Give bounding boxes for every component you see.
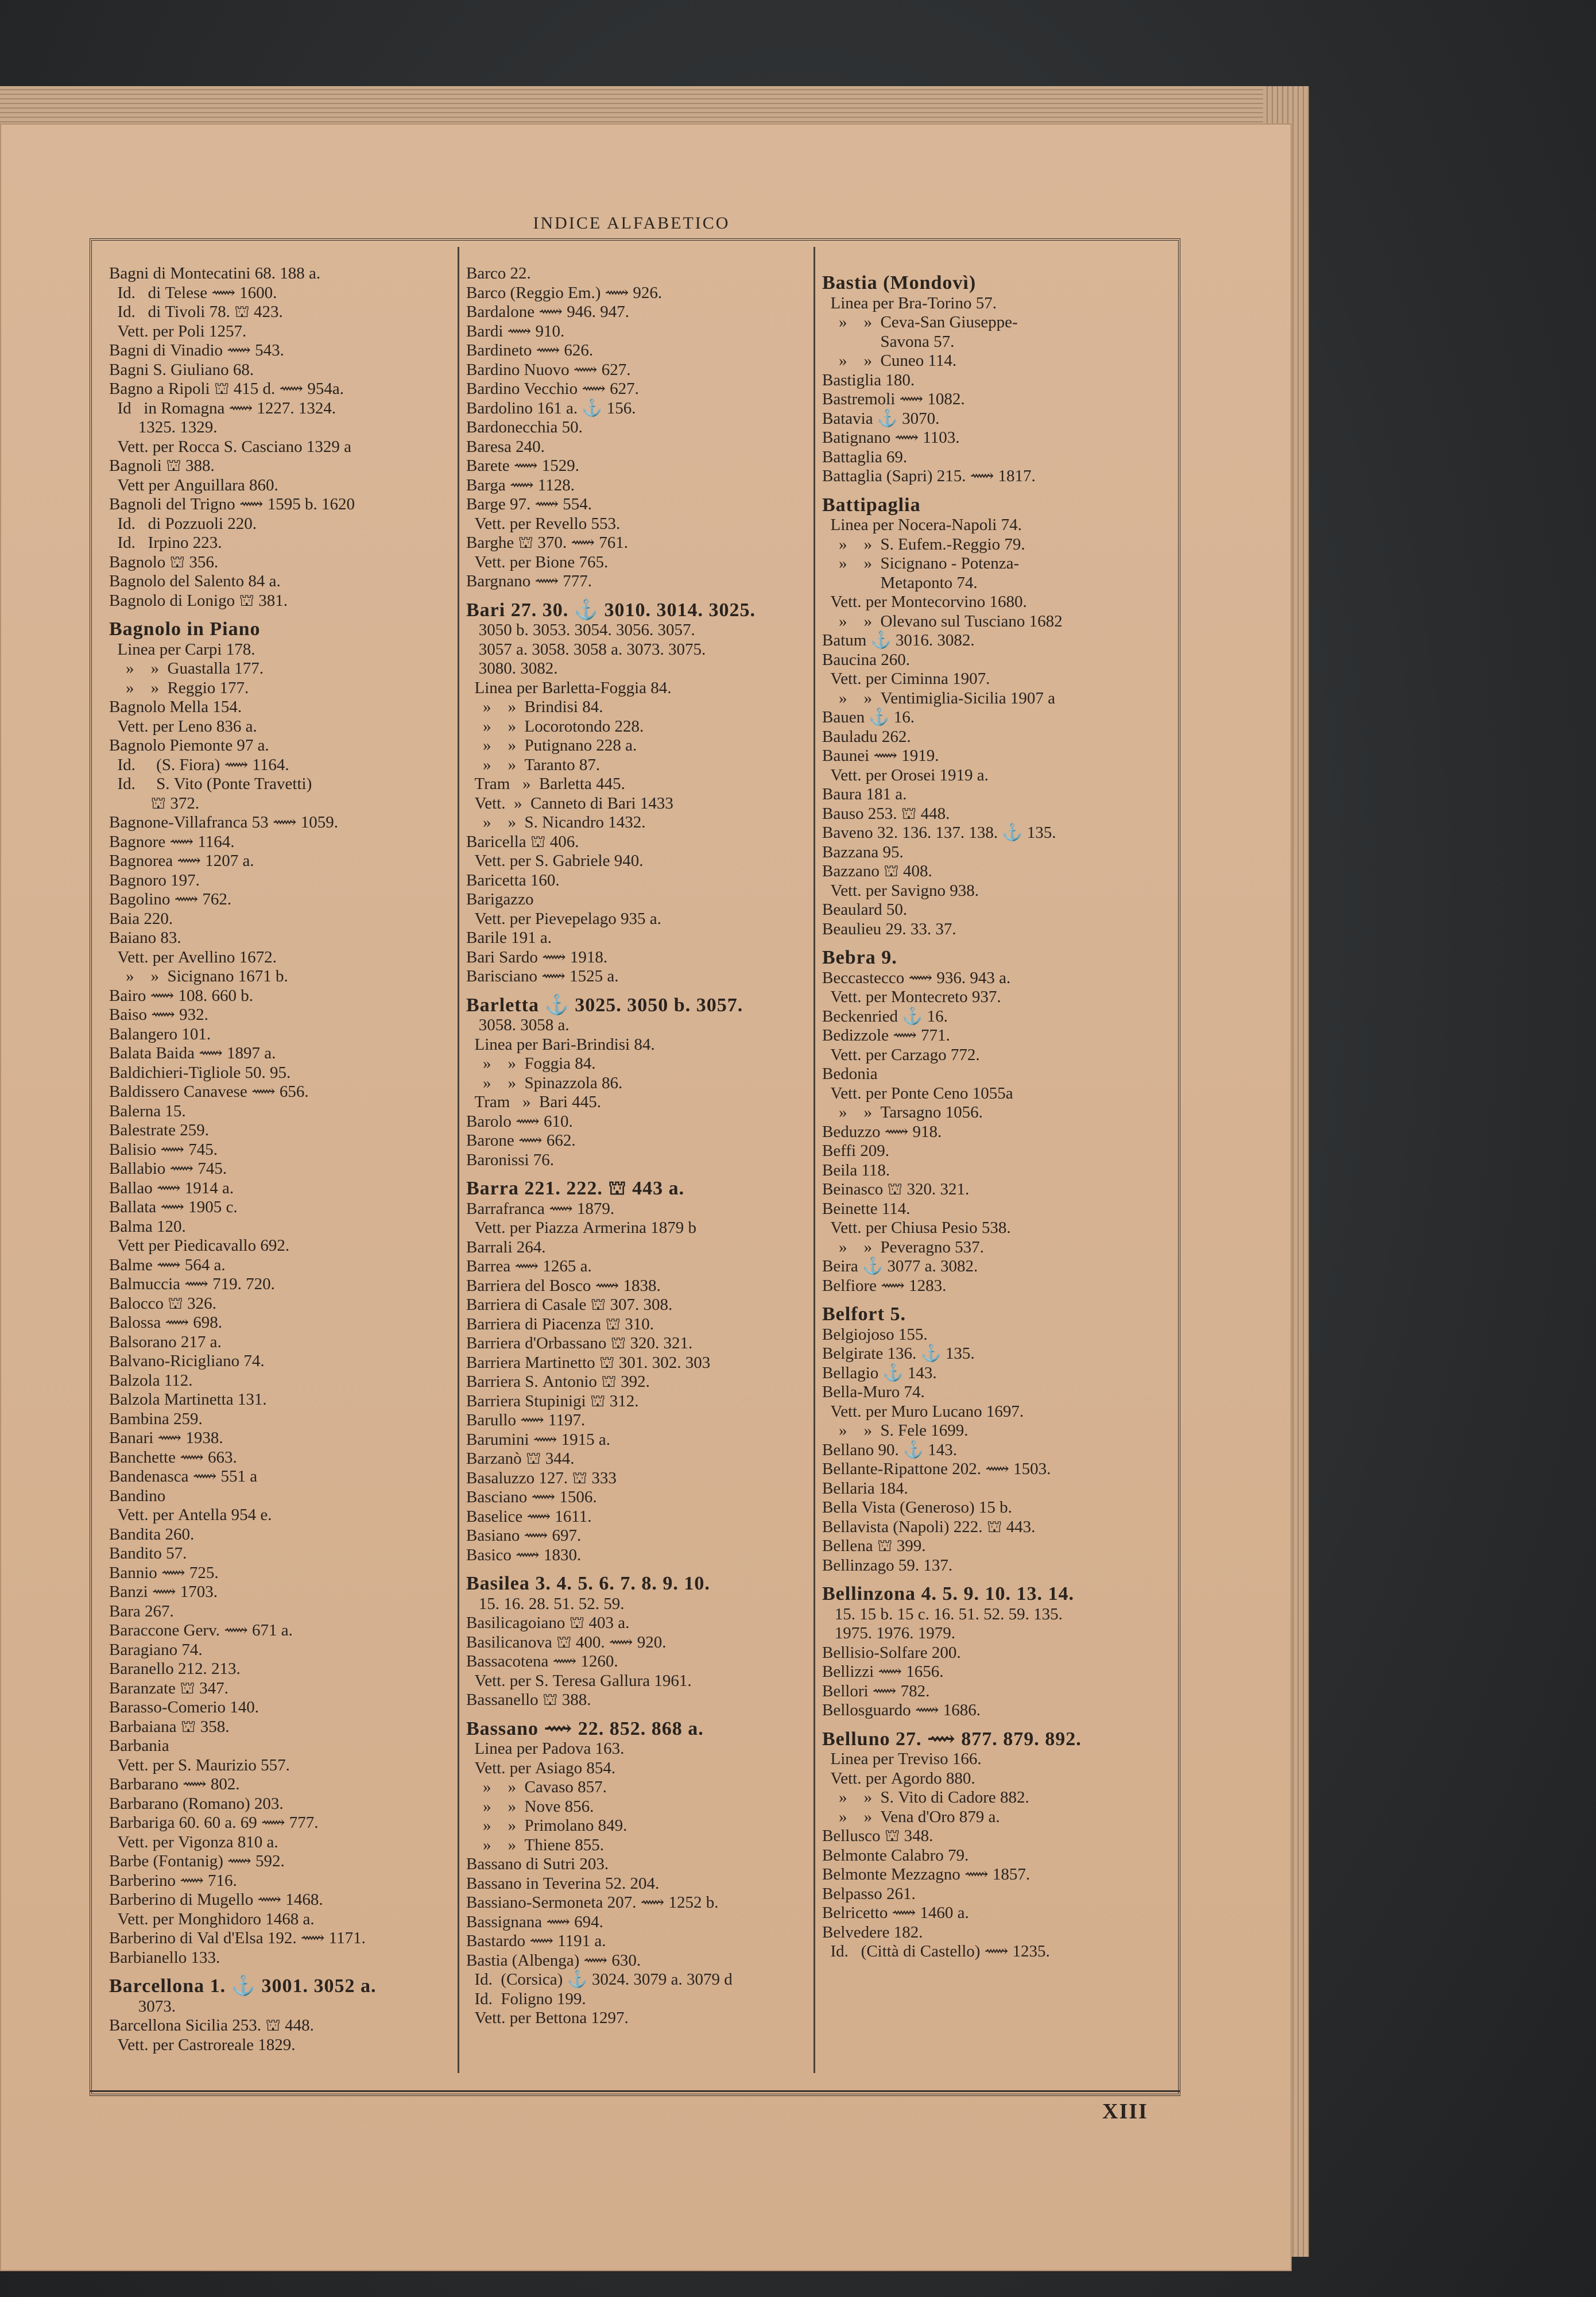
index-entry: Id. Irpino 223. bbox=[109, 533, 222, 552]
index-entry: Vett. per Rocca S. Casciano 1329 a bbox=[109, 437, 352, 456]
index-entry: Barbaiana ⛫ 358. bbox=[109, 1717, 230, 1736]
index-entry: 3073. bbox=[109, 1997, 176, 2016]
index-entry: » » S. Fele 1699. bbox=[822, 1421, 969, 1440]
index-entry: Barbe (Fontanig) ⟿ 592. bbox=[109, 1852, 285, 1870]
index-entry: Barone ⟿ 662. bbox=[466, 1131, 576, 1150]
index-entry: Bandino bbox=[109, 1486, 166, 1505]
index-entry: Barasso-Comerio 140. bbox=[109, 1698, 259, 1716]
index-entry: Bagni di Vinadio ⟿ 543. bbox=[109, 341, 284, 359]
index-entry: Bassanello ⛫ 388. bbox=[466, 1691, 591, 1709]
index-entry: Bagolino ⟿ 762. bbox=[109, 890, 232, 908]
index-entry: Id in Romagna ⟿ 1227. 1324. bbox=[109, 399, 336, 417]
page-header: INDICE ALFABETICO bbox=[533, 214, 730, 233]
index-entry: Baranzate ⛫ 347. bbox=[109, 1679, 228, 1697]
index-entry: Beduzzo ⟿ 918. bbox=[822, 1122, 942, 1141]
index-entry: Bassano in Teverina 52. 204. bbox=[466, 1874, 660, 1893]
index-entry: Batum ⚓ 3016. 3082. bbox=[822, 631, 975, 649]
index-heading-entry: Belluno 27. ⟿ 877. 879. 892. bbox=[822, 1728, 1082, 1750]
index-entry: Bassacotena ⟿ 1260. bbox=[466, 1652, 618, 1670]
index-entry: » » Primolano 849. bbox=[466, 1816, 627, 1835]
page-number: XIII bbox=[1102, 2099, 1148, 2124]
index-entry: Barbania bbox=[109, 1737, 169, 1755]
index-entry: Bandita 260. bbox=[109, 1525, 195, 1544]
index-entry: Barriera di Piacenza ⛫ 310. bbox=[466, 1314, 654, 1333]
index-entry: Belvedere 182. bbox=[822, 1923, 923, 1942]
index-entry: Bara 267. bbox=[109, 1602, 174, 1621]
index-entry: Bella Vista (Generoso) 15 b. bbox=[822, 1498, 1012, 1517]
index-entry: » » Reggio 177. bbox=[109, 678, 249, 697]
index-entry: Id. S. Vito (Ponte Travetti) bbox=[109, 775, 312, 793]
index-entry: 1325. 1329. bbox=[109, 418, 218, 436]
index-entry: Bardolino 161 a. ⚓ 156. bbox=[466, 399, 636, 417]
index-entry: Barisciano ⟿ 1525 a. bbox=[466, 967, 619, 985]
index-heading-entry: Bari 27. 30. ⚓ 3010. 3014. 3025. bbox=[466, 599, 756, 621]
index-entry: Bagnolo Mella 154. bbox=[109, 698, 242, 716]
index-entry: Ballabio ⟿ 745. bbox=[109, 1159, 227, 1178]
index-entry: » » Nove 856. bbox=[466, 1797, 594, 1816]
column-divider bbox=[458, 247, 459, 2073]
index-entry: Bellante-Ripattone 202. ⟿ 1503. bbox=[822, 1460, 1051, 1478]
index-entry: Basiano ⟿ 697. bbox=[466, 1526, 582, 1545]
index-entry: Baveno 32. 136. 137. 138. ⚓ 135. bbox=[822, 823, 1056, 842]
index-heading-entry: Barra 221. 222. ⛫ 443 a. bbox=[466, 1178, 685, 1199]
index-entry: Belgiojoso 155. bbox=[822, 1325, 928, 1344]
index-entry: 15. 16. 28. 51. 52. 59. bbox=[466, 1594, 625, 1613]
index-entry: Balata Baida ⟿ 1897 a. bbox=[109, 1044, 276, 1062]
index-entry: Vett. per Montecreto 937. bbox=[822, 988, 1001, 1006]
index-entry: 3057 a. 3058. 3058 a. 3073. 3075. bbox=[466, 640, 706, 659]
index-entry: Vett. per Bettona 1297. bbox=[466, 2009, 629, 2027]
index-entry: Bagnolo di Lonigo ⛫ 381. bbox=[109, 591, 288, 610]
index-entry: » » Tarsagno 1056. bbox=[822, 1103, 983, 1122]
index-entry: » » Ventimiglia-Sicilia 1907 a bbox=[822, 689, 1055, 707]
index-entry: Balzola 112. bbox=[109, 1371, 193, 1390]
index-entry: Balerna 15. bbox=[109, 1101, 186, 1120]
index-entry: Metaponto 74. bbox=[822, 573, 978, 592]
index-entry: Vett. per Vigonza 810 a. bbox=[109, 1832, 278, 1851]
index-entry: Linea per Treviso 166. bbox=[822, 1750, 982, 1768]
index-heading-entry: Bebra 9. bbox=[822, 947, 897, 968]
index-entry: Tram » Bari 445. bbox=[466, 1093, 601, 1111]
index-entry: Baia 220. bbox=[109, 909, 173, 928]
index-entry: Id. Foligno 199. bbox=[466, 1989, 586, 2008]
index-entry: Barrafranca ⟿ 1879. bbox=[466, 1199, 615, 1218]
index-entry: Vett. per Asiago 854. bbox=[466, 1758, 616, 1777]
index-entry: » » Spinazzola 86. bbox=[466, 1073, 623, 1092]
index-entry: Barolo ⟿ 610. bbox=[466, 1112, 573, 1131]
index-entry: Bedonia bbox=[822, 1065, 878, 1083]
index-entry: Vett. per Ciminna 1907. bbox=[822, 670, 990, 688]
index-entry: Bellano 90. ⚓ 143. bbox=[822, 1440, 958, 1459]
index-entry: Vett. per Avellino 1672. bbox=[109, 948, 277, 966]
index-entry: Bardalone ⟿ 946. 947. bbox=[466, 303, 629, 321]
index-entry: Basilicagoiano ⛫ 403 a. bbox=[466, 1614, 630, 1632]
index-entry: Bellagio ⚓ 143. bbox=[822, 1363, 937, 1382]
index-entry: Bauen ⚓ 16. bbox=[822, 708, 915, 726]
index-entry: Bastia (Albenga) ⟿ 630. bbox=[466, 1951, 641, 1970]
index-entry: Vett. per Revello 553. bbox=[466, 514, 621, 533]
index-entry: Bellizzi ⟿ 1656. bbox=[822, 1662, 944, 1681]
index-entry: Barzanò ⛫ 344. bbox=[466, 1449, 575, 1468]
index-entry: Bassignana ⟿ 694. bbox=[466, 1912, 603, 1931]
index-heading-entry: Bagnolo in Piano bbox=[109, 618, 261, 640]
index-entry: Barco 22. bbox=[466, 264, 531, 283]
index-entry: 1975. 1976. 1979. bbox=[822, 1624, 955, 1642]
index-entry: Beira ⚓ 3077 a. 3082. bbox=[822, 1257, 978, 1275]
column-divider bbox=[814, 247, 815, 2073]
index-entry: » » Ceva-San Giuseppe- bbox=[822, 313, 1018, 331]
index-entry: Baragiano 74. bbox=[109, 1640, 203, 1659]
index-entry: 3050 b. 3053. 3054. 3056. 3057. bbox=[466, 621, 695, 639]
index-entry: Baura 181 a. bbox=[822, 785, 907, 803]
index-entry: Id. di Telese ⟿ 1600. bbox=[109, 283, 277, 302]
index-entry: » » S. Vito di Cadore 882. bbox=[822, 1788, 1029, 1807]
index-entry: Bazzana 95. bbox=[822, 842, 904, 861]
index-entry: Vett. per S. Teresa Gallura 1961. bbox=[466, 1671, 692, 1690]
index-entry: Bellisio-Solfare 200. bbox=[822, 1643, 961, 1662]
index-entry: Vett. per Monghidoro 1468 a. bbox=[109, 1909, 315, 1928]
index-entry: Vett. per Chiusa Pesio 538. bbox=[822, 1219, 1011, 1237]
index-entry: » » Olevano sul Tusciano 1682 bbox=[822, 612, 1063, 631]
index-entry: Belmonte Mezzagno ⟿ 1857. bbox=[822, 1865, 1031, 1884]
index-entry: Barberino di Mugello ⟿ 1468. bbox=[109, 1890, 323, 1909]
index-entry: » » Guastalla 177. bbox=[109, 659, 264, 678]
index-entry: Baselice ⟿ 1611. bbox=[466, 1507, 592, 1526]
index-entry: Baiano 83. bbox=[109, 929, 181, 947]
index-entry: Bannio ⟿ 725. bbox=[109, 1563, 219, 1582]
index-column-2 bbox=[466, 264, 799, 2073]
index-entry: Id. (Corsica) ⚓ 3024. 3079 a. 3079 d bbox=[466, 1970, 733, 1989]
index-entry: Belfiore ⟿ 1283. bbox=[822, 1276, 947, 1295]
index-entry: Beila 118. bbox=[822, 1161, 890, 1180]
index-entry: Balme ⟿ 564 a. bbox=[109, 1255, 226, 1274]
index-entry: Bandito 57. bbox=[109, 1544, 187, 1563]
index-entry: Barge 97. ⟿ 554. bbox=[466, 495, 592, 513]
index-entry: Banzi ⟿ 1703. bbox=[109, 1583, 218, 1601]
index-entry: Id. (S. Fiora) ⟿ 1164. bbox=[109, 755, 289, 774]
index-entry: Bauladu 262. bbox=[822, 727, 911, 746]
index-entry: Bellaria 184. bbox=[822, 1479, 908, 1498]
index-entry: Vett. per Castroreale 1829. bbox=[109, 2035, 296, 2054]
index-entry: Bagni di Montecatini 68. 188 a. bbox=[109, 264, 321, 283]
index-entry: Id. (Città di Castello) ⟿ 1235. bbox=[822, 1942, 1050, 1960]
index-entry: Bellori ⟿ 782. bbox=[822, 1681, 930, 1700]
index-entry: Linea per Bra-Torino 57. bbox=[822, 293, 997, 312]
index-entry: Bagnoli del Trigno ⟿ 1595 b. 1620 bbox=[109, 495, 355, 513]
index-entry: Bardineto ⟿ 626. bbox=[466, 341, 594, 359]
index-entry: Vett per Anguillara 860. bbox=[109, 475, 278, 494]
index-entry: Balmuccia ⟿ 719. 720. bbox=[109, 1275, 275, 1293]
index-entry: Vett. per Pievepelago 935 a. bbox=[466, 909, 661, 928]
index-entry: Bardi ⟿ 910. bbox=[466, 322, 565, 341]
index-entry: Bazzano ⛫ 408. bbox=[822, 862, 932, 880]
index-entry: Balisio ⟿ 745. bbox=[109, 1140, 218, 1159]
index-entry: Balocco ⛫ 326. bbox=[109, 1294, 216, 1313]
index-entry: Belmonte Calabro 79. bbox=[822, 1846, 969, 1865]
index-entry: Barrea ⟿ 1265 a. bbox=[466, 1257, 592, 1275]
index-entry: Balossa ⟿ 698. bbox=[109, 1313, 223, 1332]
index-entry: Beccastecco ⟿ 936. 943 a. bbox=[822, 968, 1011, 987]
index-entry: » » Vena d'Oro 879 a. bbox=[822, 1807, 1000, 1826]
index-entry: Bagnoli ⛫ 388. bbox=[109, 457, 215, 475]
index-heading-entry: Battipaglia bbox=[822, 494, 921, 516]
index-entry: Vett. per S. Gabriele 940. bbox=[466, 852, 644, 870]
index-entry: » » Brindisi 84. bbox=[466, 698, 603, 716]
index-entry: Baronissi 76. bbox=[466, 1150, 555, 1169]
index-entry: Bandenasca ⟿ 551 a bbox=[109, 1467, 258, 1486]
index-entry: Barberino di Val d'Elsa 192. ⟿ 1171. bbox=[109, 1929, 366, 1947]
index-entry: Vett. per Savigno 938. bbox=[822, 881, 979, 900]
bottom-rule bbox=[90, 2090, 1180, 2092]
index-entry: Bargnano ⟿ 777. bbox=[466, 572, 592, 590]
index-entry: » » Cavaso 857. bbox=[466, 1778, 607, 1796]
index-entry: Bambina 259. bbox=[109, 1409, 203, 1428]
index-entry: Bassiano-Sermoneta 207. ⟿ 1252 b. bbox=[466, 1893, 719, 1912]
index-entry: Vett. per Ponte Ceno 1055a bbox=[822, 1084, 1013, 1103]
index-entry: Barriera S. Antonio ⛫ 392. bbox=[466, 1372, 650, 1391]
index-entry: Baricetta 160. bbox=[466, 871, 560, 890]
index-heading-entry: Bellinzona 4. 5. 9. 10. 13. 14. bbox=[822, 1583, 1075, 1604]
index-entry: Linea per Nocera-Napoli 74. bbox=[822, 516, 1022, 534]
index-entry: Bassano di Sutri 203. bbox=[466, 1855, 609, 1873]
index-entry: Bellinzago 59. 137. bbox=[822, 1556, 953, 1575]
index-entry: Banari ⟿ 1938. bbox=[109, 1429, 223, 1447]
index-entry: Linea per Bari-Brindisi 84. bbox=[466, 1035, 655, 1054]
index-entry: » » Peveragno 537. bbox=[822, 1238, 984, 1256]
index-entry: Bella-Muro 74. bbox=[822, 1383, 925, 1401]
index-entry: Barghe ⛫ 370. ⟿ 761. bbox=[466, 533, 628, 552]
index-entry: Baranello 212. 213. bbox=[109, 1660, 241, 1678]
index-entry: Vett per Piedicavallo 692. bbox=[109, 1236, 290, 1255]
index-entry: » » Cuneo 114. bbox=[822, 351, 957, 370]
index-entry: Beinette 114. bbox=[822, 1199, 911, 1218]
index-entry: Bagnorea ⟿ 1207 a. bbox=[109, 852, 254, 870]
index-entry: » » Putignano 228 a. bbox=[466, 736, 637, 755]
index-column-3 bbox=[822, 264, 1155, 2073]
index-entry: Bairo ⟿ 108. 660 b. bbox=[109, 986, 254, 1005]
index-entry: Vett. per Bione 765. bbox=[466, 552, 609, 571]
index-entry: Vett. per Carzago 772. bbox=[822, 1045, 980, 1064]
index-entry: Bagnolo ⛫ 356. bbox=[109, 552, 219, 571]
index-entry: Beffi 209. bbox=[822, 1142, 890, 1160]
index-entry: » » Foggia 84. bbox=[466, 1054, 596, 1073]
index-entry: Batignano ⟿ 1103. bbox=[822, 428, 960, 447]
index-entry: 3058. 3058 a. bbox=[466, 1016, 570, 1034]
index-entry: Barbariga 60. 60 a. 69 ⟿ 777. bbox=[109, 1813, 319, 1832]
index-entry: Bagnore ⟿ 1164. bbox=[109, 832, 235, 851]
index-entry: » » S. Nicandro 1432. bbox=[466, 813, 646, 832]
index-entry: Bauso 253. ⛫ 448. bbox=[822, 804, 950, 823]
index-entry: Baraccone Gerv. ⟿ 671 a. bbox=[109, 1621, 293, 1639]
index-entry: Basico ⟿ 1830. bbox=[466, 1545, 582, 1564]
index-entry: Balzola Martinetta 131. bbox=[109, 1390, 267, 1409]
index-entry: Bastiglia 180. bbox=[822, 370, 915, 389]
index-entry: Id. di Tivoli 78. ⛫ 423. bbox=[109, 303, 283, 321]
index-entry: Beaulard 50. bbox=[822, 900, 908, 919]
index-entry: Ballao ⟿ 1914 a. bbox=[109, 1178, 234, 1197]
index-entry: » » Taranto 87. bbox=[466, 755, 601, 774]
index-entry: Barullo ⟿ 1197. bbox=[466, 1411, 586, 1429]
index-entry: Bagni S. Giuliano 68. bbox=[109, 360, 254, 379]
index-heading-entry: Bastia (Mondovì) bbox=[822, 272, 977, 293]
index-entry: Baiso ⟿ 932. bbox=[109, 1006, 208, 1024]
index-entry: Baricella ⛫ 406. bbox=[466, 832, 579, 851]
index-entry: Bedizzole ⟿ 771. bbox=[822, 1026, 950, 1045]
index-heading-entry: Barcellona 1. ⚓ 3001. 3052 a. bbox=[109, 1975, 377, 1997]
index-entry: Vett. per Poli 1257. bbox=[109, 322, 247, 341]
index-entry: » » Locorotondo 228. bbox=[466, 717, 644, 736]
index-entry: Bari Sardo ⟿ 1918. bbox=[466, 948, 608, 966]
index-entry: Barbianello 133. bbox=[109, 1948, 220, 1967]
index-entry: Banchette ⟿ 663. bbox=[109, 1448, 237, 1467]
index-entry: Barriera Martinetto ⛫ 301. 302. 303 bbox=[466, 1353, 711, 1372]
index-entry: Barbarano (Romano) 203. bbox=[109, 1794, 284, 1813]
index-entry: Vett. per Orosei 1919 a. bbox=[822, 765, 989, 784]
index-entry: Belpasso 261. bbox=[822, 1884, 916, 1903]
index-entry: » » S. Eufem.-Reggio 79. bbox=[822, 535, 1025, 554]
index-heading-entry: Belfort 5. bbox=[822, 1304, 906, 1325]
index-entry: Bardino Nuovo ⟿ 627. bbox=[466, 360, 631, 379]
index-entry: Vett. per Leno 836 a. bbox=[109, 717, 257, 736]
index-entry: Bellena ⛫ 399. bbox=[822, 1537, 926, 1555]
index-entry: Bardino Vecchio ⟿ 627. bbox=[466, 380, 639, 398]
index-heading-entry: Basilea 3. 4. 5. 6. 7. 8. 9. 10. bbox=[466, 1573, 710, 1594]
index-entry: Vett. per Montecorvino 1680. bbox=[822, 593, 1027, 611]
index-entry: Vett. » Canneto di Bari 1433 bbox=[466, 794, 673, 813]
index-entry: Balangero 101. bbox=[109, 1024, 211, 1043]
index-entry: » » Thiene 855. bbox=[466, 1835, 605, 1854]
index-entry: Bagnolo Piemonte 97 a. bbox=[109, 736, 269, 755]
index-entry: Beinasco ⛫ 320. 321. bbox=[822, 1180, 970, 1198]
index-entry: Vett. per S. Maurizio 557. bbox=[109, 1755, 290, 1774]
index-entry: Belgirate 136. ⚓ 135. bbox=[822, 1344, 975, 1363]
index-entry: Linea per Carpi 178. bbox=[109, 640, 255, 659]
index-heading-entry: Bassano ⟿ 22. 852. 868 a. bbox=[466, 1718, 704, 1739]
index-entry: Bellavista (Napoli) 222. ⛫ 443. bbox=[822, 1517, 1036, 1536]
index-entry: Barrali 264. bbox=[466, 1238, 546, 1256]
index-column-1 bbox=[109, 264, 442, 2073]
index-entry: Balvano-Ricigliano 74. bbox=[109, 1352, 265, 1370]
index-entry: Bastremoli ⟿ 1082. bbox=[822, 390, 965, 408]
index-entry: Barbarano ⟿ 802. bbox=[109, 1775, 240, 1793]
index-entry: » » Sicignano - Potenza- bbox=[822, 554, 1020, 573]
index-entry: Vett. per Muro Lucano 1697. bbox=[822, 1402, 1024, 1421]
index-entry: Beckenried ⚓ 16. bbox=[822, 1007, 948, 1026]
index-entry: ⛫ 372. bbox=[109, 794, 200, 813]
index-entry: Barigazzo bbox=[466, 890, 534, 908]
index-entry: Bastardo ⟿ 1191 a. bbox=[466, 1932, 606, 1950]
index-entry: Basilicanova ⛫ 400. ⟿ 920. bbox=[466, 1633, 667, 1652]
index-entry: » » Sicignano 1671 b. bbox=[109, 967, 288, 985]
index-entry: Baucina 260. bbox=[822, 650, 911, 669]
book-page-edge bbox=[0, 86, 1309, 126]
index-entry: Barriera d'Orbassano ⛫ 320. 321. bbox=[466, 1334, 693, 1352]
index-entry: Batavia ⚓ 3070. bbox=[822, 409, 940, 428]
index-entry: Barete ⟿ 1529. bbox=[466, 457, 579, 475]
index-entry: Bagnolo del Salento 84 a. bbox=[109, 572, 281, 590]
index-entry: 3080. 3082. bbox=[466, 659, 558, 678]
index-entry: Linea per Padova 163. bbox=[466, 1739, 625, 1758]
index-entry: Barriera Stupinigi ⛫ 312. bbox=[466, 1391, 639, 1410]
index-entry: Barumini ⟿ 1915 a. bbox=[466, 1430, 610, 1449]
index-entry: Vett. per Antella 954 e. bbox=[109, 1506, 272, 1524]
index-entry: Balsorano 217 a. bbox=[109, 1332, 222, 1351]
index-entry: Balma 120. bbox=[109, 1217, 186, 1236]
index-entry: Barriera del Bosco ⟿ 1838. bbox=[466, 1276, 661, 1295]
index-entry: Linea per Barletta-Foggia 84. bbox=[466, 678, 672, 697]
index-entry: Tram » Barletta 445. bbox=[466, 775, 625, 793]
index-entry: Bardonecchia 50. bbox=[466, 418, 583, 436]
index-entry: Baresa 240. bbox=[466, 437, 545, 456]
index-entry: Bagnoro 197. bbox=[109, 871, 200, 890]
index-entry: Barberino ⟿ 716. bbox=[109, 1871, 237, 1890]
index-entry: Baldissero Canavese ⟿ 656. bbox=[109, 1082, 309, 1101]
index-entry: Vett. per Piazza Armerina 1879 b bbox=[466, 1219, 697, 1237]
index-entry: Baldichieri-Tigliole 50. 95. bbox=[109, 1063, 291, 1082]
index-entry: Vett. per Agordo 880. bbox=[822, 1769, 975, 1788]
index-entry: Battaglia (Sapri) 215. ⟿ 1817. bbox=[822, 467, 1036, 485]
index-entry: Barile 191 a. bbox=[466, 929, 552, 947]
index-entry: Barga ⟿ 1128. bbox=[466, 475, 575, 494]
index-entry: Barriera di Casale ⛫ 307. 308. bbox=[466, 1296, 673, 1314]
index-entry: Ballata ⟿ 1905 c. bbox=[109, 1198, 238, 1216]
index-entry: Bellosguardo ⟿ 1686. bbox=[822, 1701, 981, 1719]
index-entry: Basaluzzo 127. ⛫ 333 bbox=[466, 1468, 617, 1487]
index-entry: Barcellona Sicilia 253. ⛫ 448. bbox=[109, 2016, 314, 2035]
index-entry: Beaulieu 29. 33. 37. bbox=[822, 919, 956, 938]
index-entry: 15. 15 b. 15 c. 16. 51. 52. 59. 135. bbox=[822, 1604, 1063, 1623]
index-entry: Battaglia 69. bbox=[822, 447, 908, 466]
index-entry: Balestrate 259. bbox=[109, 1121, 209, 1139]
index-entry: Bagno a Ripoli ⛫ 415 d. ⟿ 954a. bbox=[109, 380, 344, 398]
index-entry: Baunei ⟿ 1919. bbox=[822, 747, 939, 765]
index-entry: Belricetto ⟿ 1460 a. bbox=[822, 1904, 969, 1922]
index-entry: Bellusco ⛫ 348. bbox=[822, 1827, 933, 1845]
index-entry: Basciano ⟿ 1506. bbox=[466, 1488, 597, 1506]
index-entry: Barco (Reggio Em.) ⟿ 926. bbox=[466, 283, 663, 302]
index-entry: Savona 57. bbox=[822, 332, 955, 351]
index-entry: Bagnone-Villafranca 53 ⟿ 1059. bbox=[109, 813, 338, 832]
index-heading-entry: Barletta ⚓ 3025. 3050 b. 3057. bbox=[466, 994, 743, 1016]
index-entry: Id. di Pozzuoli 220. bbox=[109, 514, 257, 533]
